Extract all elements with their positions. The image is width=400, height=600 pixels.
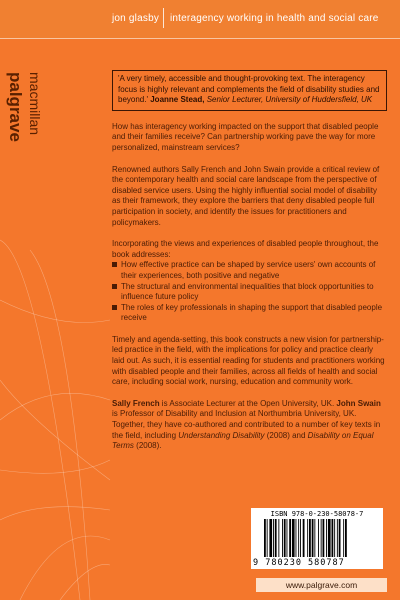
series-author: jon glasby [112, 13, 160, 24]
barcode-bar [303, 519, 305, 557]
barcode-bar [264, 519, 266, 557]
barcode-bar [296, 519, 297, 557]
barcode-bar [300, 519, 301, 557]
back-cover-text [112, 70, 387, 452]
barcode-bar [343, 519, 344, 557]
quote-attribution: Joanne Stead, [150, 95, 205, 105]
quote-role: Senior Lecturer, University of Huddersfield, UK [206, 95, 373, 105]
author-name-1: Sally French [112, 398, 160, 408]
barcode-bar [292, 519, 295, 557]
barcode-bar [269, 519, 272, 557]
list-item: The roles of key professionals in shaping the support that disabled people receive [112, 303, 387, 324]
description-paragraph: Renowned authors Sally French and John Swain provide a critical review of the contemporary health and social care landscape from the perspective of disabled service users. Using the highly influential social model of disability as their framework, they explore the barriers that deny disabled people full participation in society, and identify the issues for practitioners and policymakers. [112, 164, 380, 227]
back-cover-header [0, 0, 400, 39]
barcode-bar [323, 519, 325, 557]
barcode-bar [309, 519, 311, 557]
book-title-2: Disability on Equal Terms [112, 430, 374, 451]
bullet-square-icon [112, 305, 117, 310]
logo-palgrave: palgrave [6, 72, 25, 142]
barcode-bar [275, 519, 277, 557]
list-item: The structural and environmental inequalities that block opportunities to influence future policy [112, 282, 387, 303]
publisher-logo [3, 72, 43, 202]
author-name-2: John Swain [336, 398, 381, 408]
barcode-bar [314, 519, 315, 557]
barcode-bar [284, 519, 286, 557]
barcode-bars [264, 519, 370, 557]
summary-paragraph: Timely and agenda-setting, this book constructs a new vision for partnership-led practice in the field, with the implications for policy and practice clearly laid out. As such, it is essential reading for students and practitioners working with disabled people and their families, across all fields of health and social care, including social work, nursing, education and community work. [112, 334, 385, 387]
isbn-barcode [251, 508, 383, 569]
barcode-bar [278, 519, 279, 557]
logo-macmillan: macmillan [27, 72, 43, 136]
list-item: How effective practice can be shaped by service users' own accounts of their experiences, both positive and negative [112, 260, 387, 281]
series-title: interagency working in health and social care [170, 13, 379, 24]
bullet-square-icon [112, 284, 117, 289]
barcode-bar [321, 519, 322, 557]
barcode-bar [289, 519, 291, 557]
barcode-bar [334, 519, 335, 557]
barcode-digits: 9 780230 580787 [253, 558, 345, 568]
barcode-bar [326, 519, 327, 557]
barcode-bar [312, 519, 314, 557]
barcode-bar [273, 519, 274, 557]
barcode-bar [282, 519, 283, 557]
bullets-lead: Incorporating the views and experiences of disabled people throughout, the book addresses: [112, 239, 379, 259]
barcode-bar [328, 519, 331, 557]
publisher-website: www.palgrave.com [256, 578, 387, 592]
topics-list [112, 260, 387, 324]
barcode-bar [332, 519, 334, 557]
endorsement-quote [112, 70, 387, 111]
barcode-bar [298, 519, 299, 557]
barcode-bar [339, 519, 341, 557]
intro-question: How has interagency working impacted on the support that disabled people and their families receive? Can partnership working pave the way for more personalized, mainstream services? [112, 121, 379, 152]
barcode-bar [318, 519, 319, 557]
quote-text: 'A very timely, accessible and thought-provoking text. The interagency focus is highly relevant and complements the field of disability studies and beyond.' [118, 74, 380, 105]
barcode-bar [345, 519, 347, 557]
book-title-1: Understanding Disability [178, 430, 265, 440]
author-bio: Sally French is Associate Lecturer at the Open University, UK. John Swain is Professor of Disability and Inclusion at Northumbria University, UK. Together, they have co-authored and contributed to a number of key texts in the field, including Understanding Disability (2008) and Disability on Equal Terms (2008). [112, 398, 381, 451]
barcode-bar [337, 519, 338, 557]
barcode-bar [267, 519, 268, 557]
isbn-label: ISBN 978-0-230-58078-7 [270, 510, 364, 518]
barcode-bar [307, 519, 308, 557]
barcode-bar [287, 519, 288, 557]
header-divider [163, 8, 164, 28]
bullet-square-icon [112, 262, 117, 267]
